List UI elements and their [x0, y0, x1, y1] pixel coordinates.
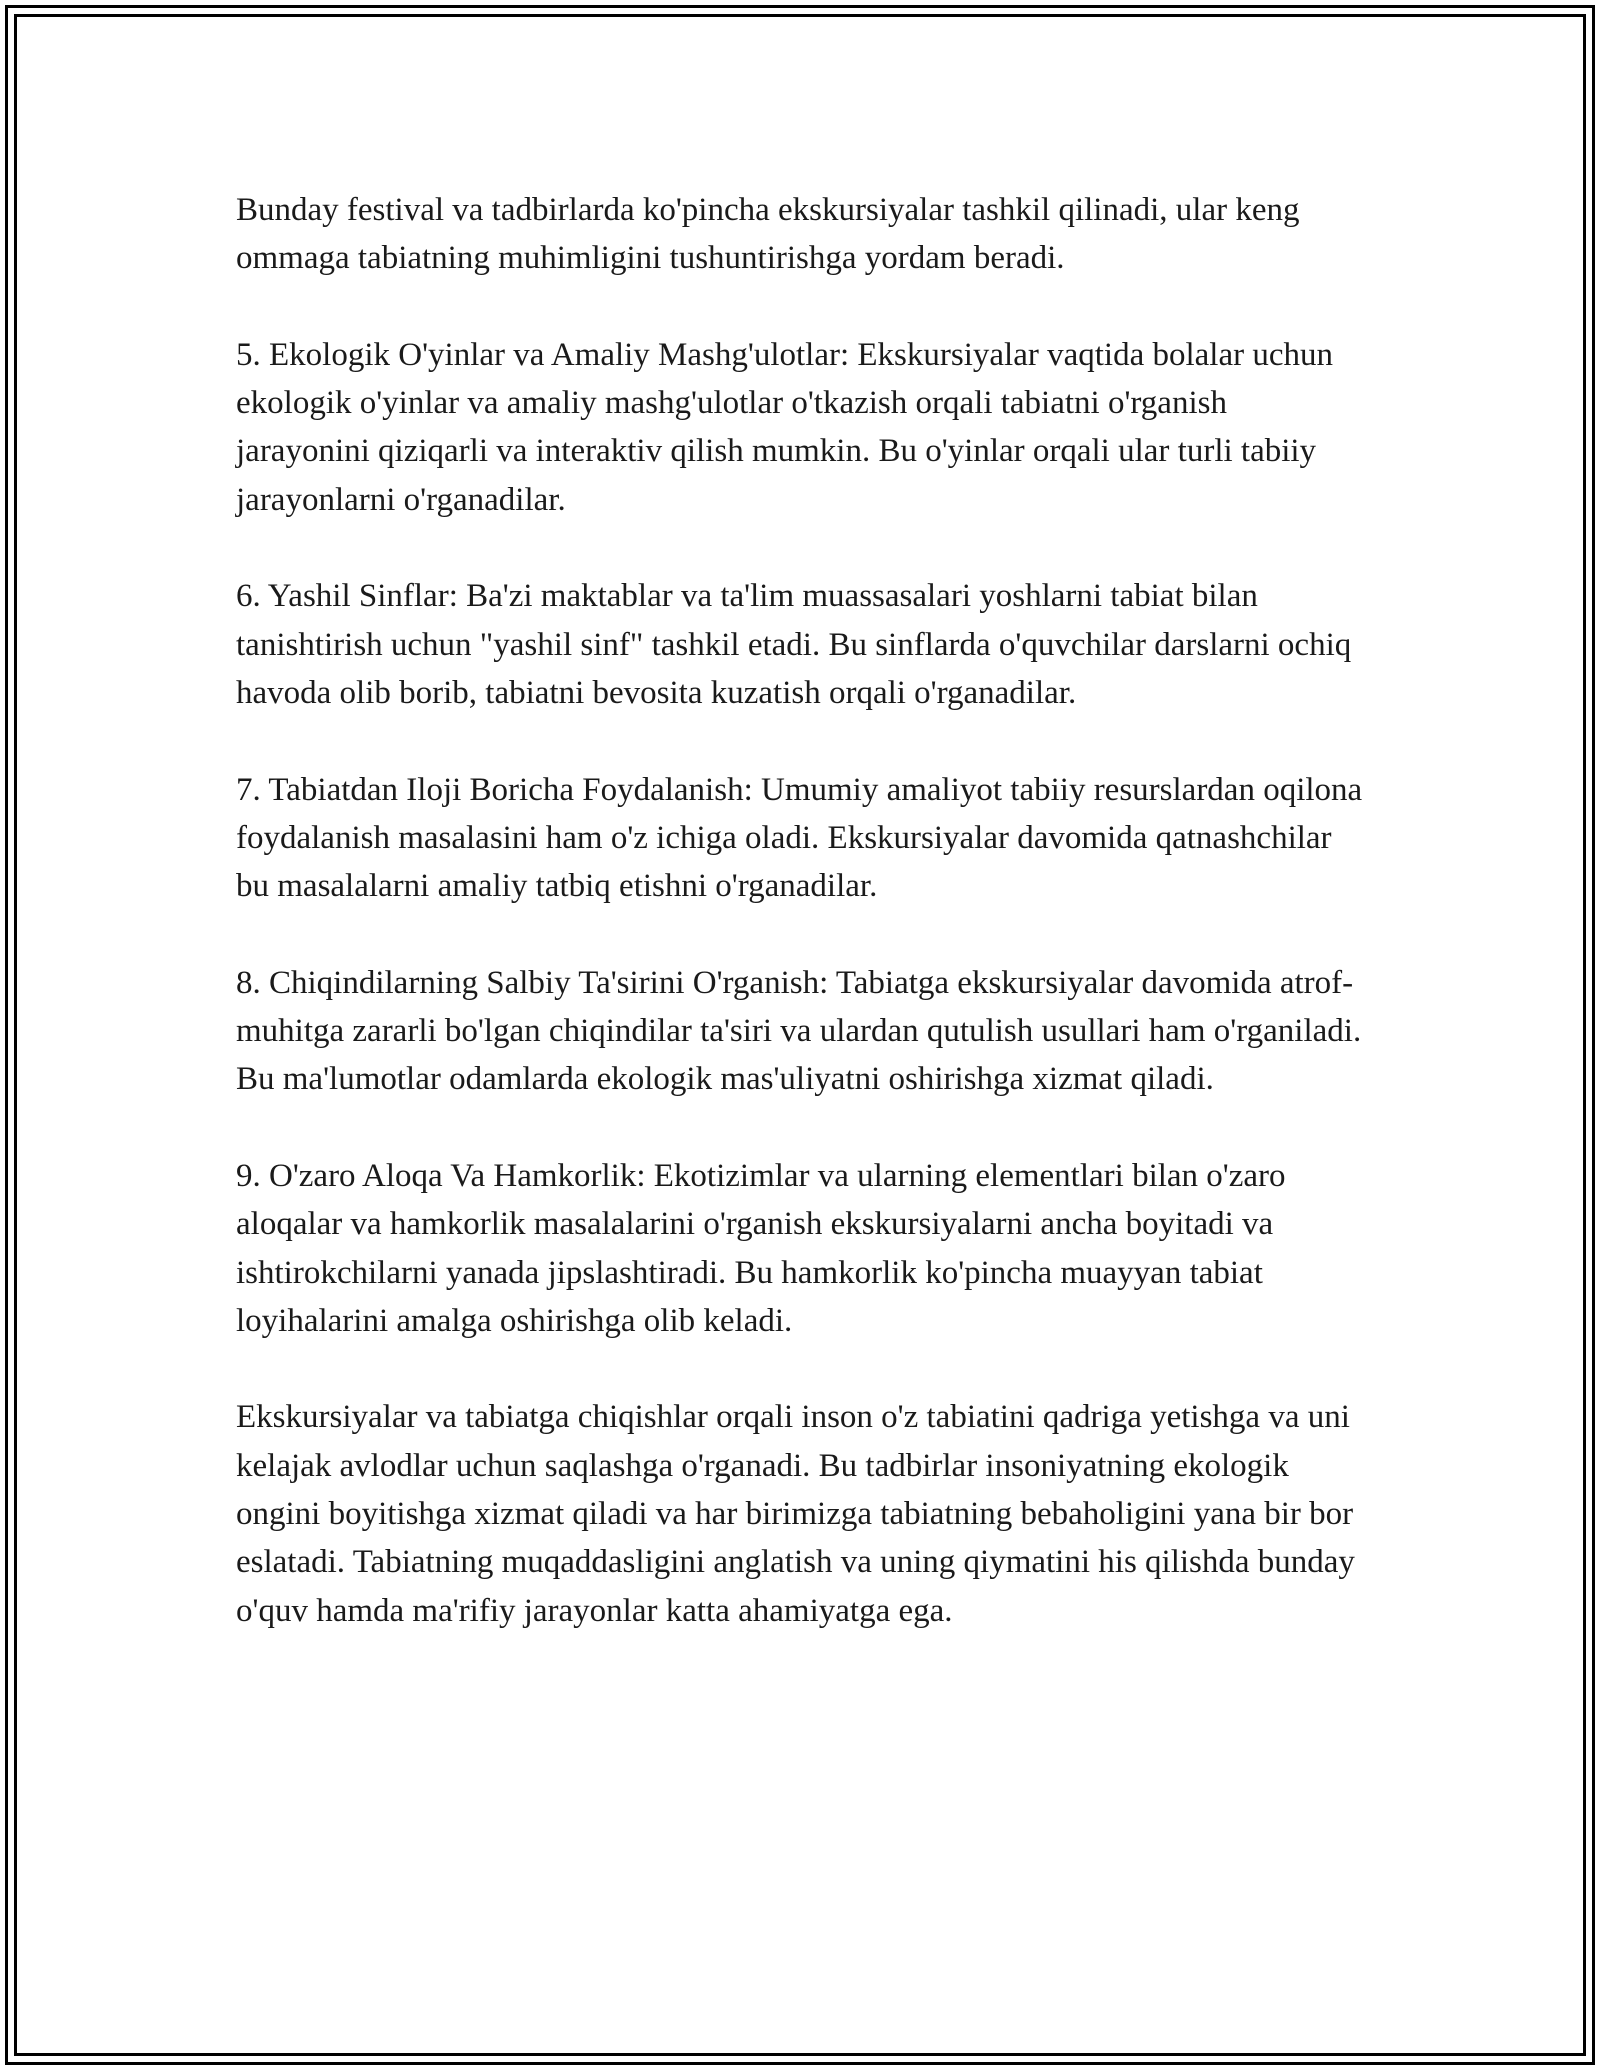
paragraph-nature-use: 7. Tabiatdan Iloji Boricha Foydalanish: Umumiy amaliyot tabiiy resurslardan oqilona foydalanish masalasini ham o'z ichiga oladi. Ekskursiyalar davomida qatnashchilar bu masalalarni amaliy tatbiq etishni o'rganadilar.: [236, 771, 1363, 905]
document-body: [236, 186, 1366, 1635]
paragraph-cooperation: 9. O'zaro Aloqa Va Hamkorlik: Ekotizimlar va ularning elementlari bilan o'zaro aloqalar va hamkorlik masalalarini o'rganish ekskursiyalarni ancha boyitadi va ishtirokchilarni yanada jipslashtiradi. Bu hamkorlik ko'pincha muayyan tabiat loyihalarini amalga oshirishga olib keladi.: [236, 1157, 1286, 1339]
paragraph-intro: Bunday festival va tadbirlarda ko'pincha ekskursiyalar tashkil qilinadi, ular keng ommaga tabiatning muhimligini tushuntirishga yordam beradi.: [236, 192, 1300, 277]
paragraph-conclusion: Ekskursiyalar va tabiatga chiqishlar orqali inson o'z tabiatini qadriga yetishga va uni kelajak avlodlar uchun saqlashga o'rganadi. Bu tadbirlar insoniyatning ekologik ongini boyitishga xizmat qiladi va har birimizga tabiatning bebaholigini yana bir bor eslatadi. Tabiatning muqaddasligini anglatish va uning qiymatini his qilishda bunday o'quv hamda ma'rifiy jarayonlar katta ahamiyatga ega.: [236, 1399, 1355, 1629]
paragraph-green-classes: 6. Yashil Sinflar: Ba'zi maktablar va ta'lim muassasalari yoshlarni tabiat bilan tanishtirish uchun "yashil sinf" tashkil etadi. Bu sinflarda o'quvchilar darslarni ochiq havoda olib borib, tabiatni bevosita kuzatish orqali o'rganadilar.: [236, 578, 1352, 711]
paragraph-waste-impact: 8. Chiqindilarning Salbiy Ta'sirini O'rganish: Tabiatga ekskursiyalar davomida atrof-muhitga zararli bo'lgan chiqindilar ta'siri va ulardan qutulish usullari ham o'rganiladi. Bu ma'lumotlar odamlarda ekologik mas'uliyatni oshirishga xizmat qiladi.: [236, 964, 1362, 1098]
paragraph-ecological-games: 5. Ekologik O'yinlar va Amaliy Mashg'ulotlar: Ekskursiyalar vaqtida bolalar uchun ekologik o'yinlar va amaliy mashg'ulotlar o'tkazish orqali tabiatni o'rganish jarayonini qiziqarli va interaktiv qilish mumkin. Bu o'yinlar orqali ular turli tabiiy jarayonlarni o'rganadilar.: [236, 336, 1333, 518]
